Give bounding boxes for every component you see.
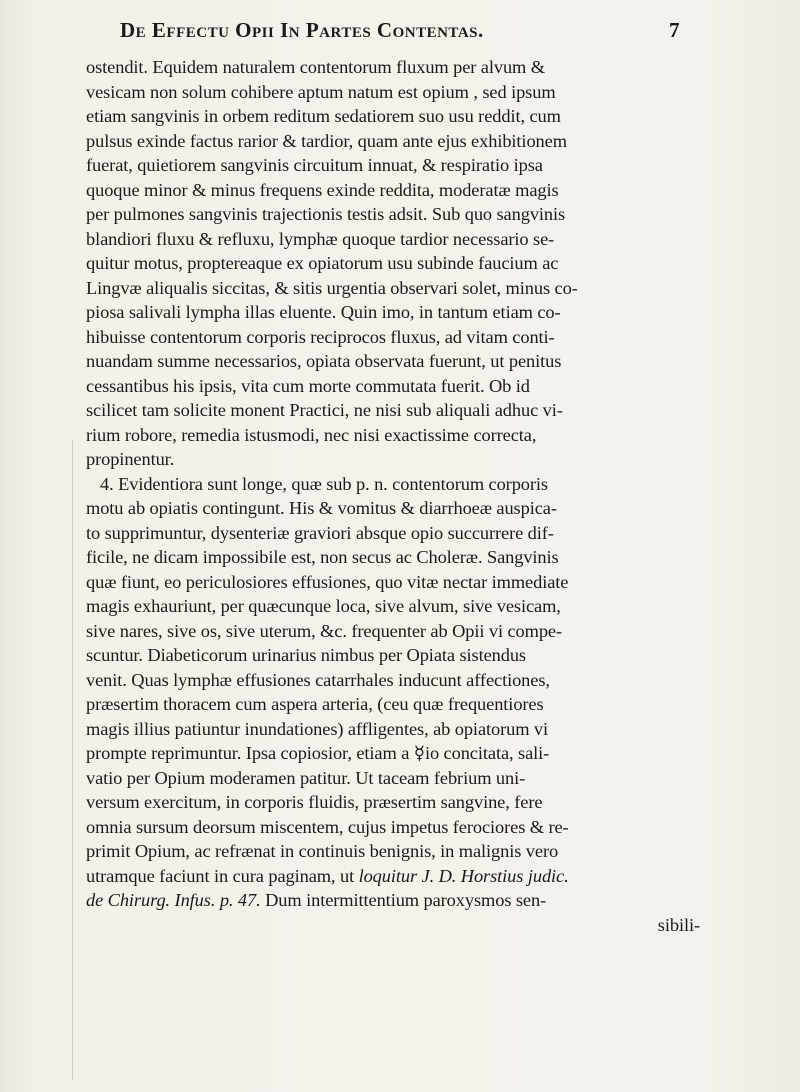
text-line: ficile, ne dicam impossibile est, non secus ac Choleræ. Sangvinis (86, 547, 559, 567)
text-line: propinentur. (86, 449, 175, 469)
text-line: prompte reprimuntur. Ipsa copiosior, etiam a ☿io concitata, sali- (86, 743, 550, 763)
text-line: versum exercitum, in corporis fluidis, præsertim sangvine, fere (86, 792, 543, 812)
text-line: primit Opium, ac refrænat in continuis benignis, in malignis vero (86, 841, 559, 861)
text-line: per pulmones sangvinis trajectionis testis adsit. Sub quo sangvinis (86, 204, 566, 224)
text-line: blandiori fluxu & refluxu, lymphæ quoque tardior necessario se- (86, 228, 555, 249)
text-line: piosa salivali lympha illas eluente. Quin imo, in tantum etiam co- (86, 302, 561, 322)
text-line (86, 864, 706, 889)
page-number: 7 (669, 18, 680, 42)
text-line: quæ fiunt, eo periculosiores effusiones, quo vitæ nectar immediate (86, 571, 569, 592)
body-text (86, 55, 706, 937)
text-line: magis illius patiuntur inundationes) affligentes, ab opiatorum vi (86, 718, 549, 739)
running-title: De Effectu Opii In Partes Contentas. (120, 18, 484, 42)
text-line: magis exhauriunt, per quæcunque loca, sive alvum, sive vesicam, (86, 596, 561, 616)
text-line: Lingvæ aliqualis siccitas, & sitis urgentia observari solet, minus co- (86, 277, 578, 298)
citation-italic: loquitur J. D. Horstius judic. (358, 865, 569, 886)
text-line: præsertim thoracem cum aspera arteria, (ceu quæ frequentiores (86, 694, 544, 714)
catchword: sibili- (657, 914, 700, 935)
text-line: hibuisse contentorum corporis reciprocos fluxus, ad vitam conti- (86, 326, 555, 347)
text-line: venit. Quas lymphæ effusiones catarrhales inducunt affectiones, (86, 669, 550, 690)
text-line: nuandam summe necessarios, opiata observata fuerunt, ut penitus (86, 351, 562, 371)
text-line: pulsus exinde factus rarior & tardior, quam ante ejus exhibitionem (86, 130, 567, 151)
text-line: scilicet tam solicite monent Practici, ne nisi sub aliquali adhuc vi- (86, 400, 563, 420)
text-line (86, 888, 706, 913)
text-line: omnia sursum deorsum miscentem, cujus impetus ferociores & re- (86, 816, 569, 837)
text-line: quitur motus, proptereaque ex opiatorum usu subinde faucium ac (86, 253, 559, 273)
text-line: 4. Evidentiora sunt longe, quæ sub p. n. contentorum corporis (100, 473, 548, 494)
text-line: ostendit. Equidem naturalem contentorum fluxum per alvum & (86, 57, 545, 77)
text-line: vesicam non solum cohibere aptum natum est opium , sed ipsum (86, 81, 556, 102)
text-line-rest: Dum intermittentium paroxysmos sen- (260, 890, 547, 910)
text-line: rium robore, remedia istusmodi, nec nisi exactissime correcta, (86, 424, 537, 445)
text-line: quoque minor & minus frequens exinde reddita, moderatæ magis (86, 179, 559, 200)
running-header (120, 14, 680, 48)
text-line-start: utramque faciunt in cura paginam, ut (86, 865, 355, 886)
binding-edge (72, 440, 73, 1080)
text-line: cessantibus his ipsis, vita cum morte commutata fuerit. Ob id (86, 375, 530, 396)
text-line: fuerat, quietiorem sangvinis circuitum innuat, & respiratio ipsa (86, 155, 543, 175)
text-line: scuntur. Diabeticorum urinarius nimbus per Opiata sistendus (86, 645, 526, 665)
text-line: to supprimuntur, dysenteriæ graviori absque opio succurrere dif- (86, 522, 554, 543)
text-line: sive nares, sive os, sive uterum, &c. frequenter ab Opii vi compe- (86, 620, 563, 641)
citation-italic: de Chirurg. Infus. p. 47. (86, 890, 261, 910)
text-line: motu ab opiatis contingunt. His & vomitus & diarrhoeæ auspica- (86, 498, 557, 518)
text-line: vatio per Opium moderamen patitur. Ut taceam febrium uni- (86, 767, 526, 788)
text-line: etiam sangvinis in orbem reditum sedatiorem suo usu reddit, cum (86, 106, 561, 126)
